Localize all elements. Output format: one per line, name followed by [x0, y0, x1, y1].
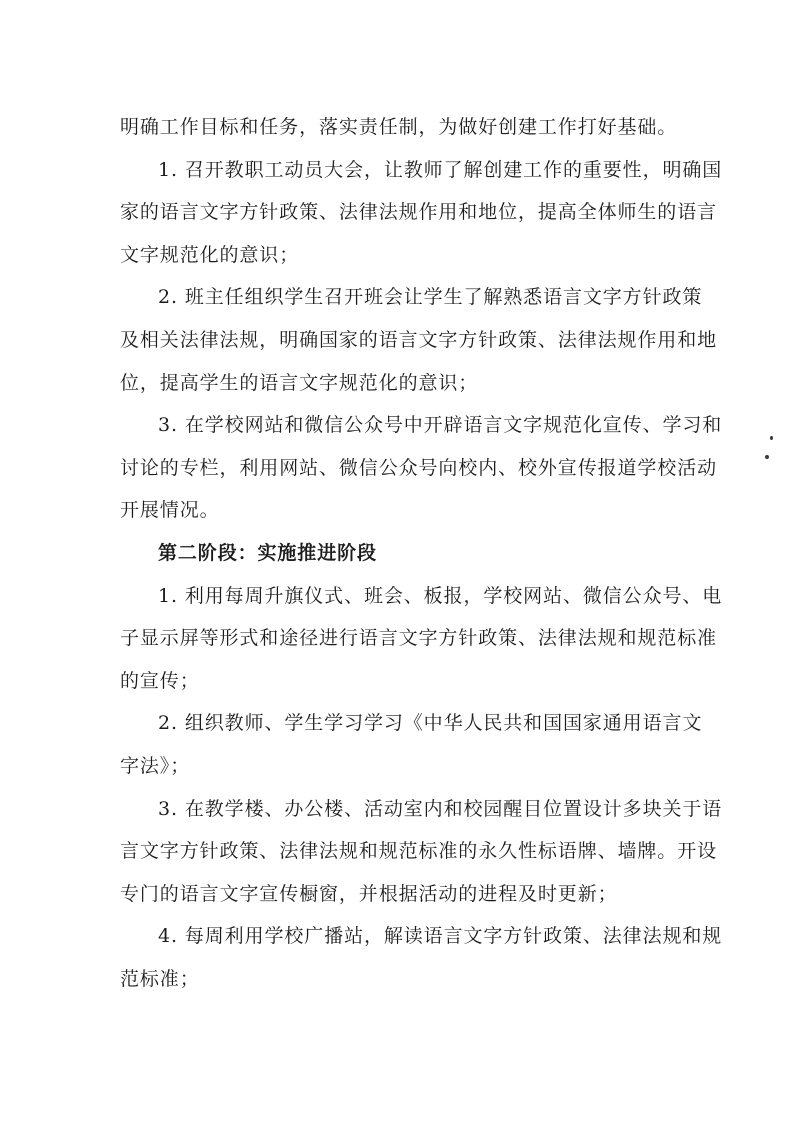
text-line: 4. 每周利用学校广播站，解读语言文字方针政策、法律法规和规 [158, 925, 723, 948]
document-body [120, 106, 723, 1000]
section-heading: 第二阶段：实施推进阶段 [158, 541, 377, 564]
text-line: 子显示屏等形式和途径进行语言文字方针政策、法律法规和规范标准 [120, 627, 718, 650]
text-line: 2. 组织教师、学生学习学习《中华人民共和国国家通用语言文 [158, 712, 703, 735]
text-line: 专门的语言文字宣传橱窗，并根据活动的进程及时更新； [120, 882, 618, 905]
scan-speck [765, 455, 769, 459]
text-line: 的宣传； [120, 669, 200, 692]
text-line: 3. 在学校网站和微信公众号中开辟语言文字规范化宣传、学习和 [158, 414, 723, 437]
text-line: 明确工作目标和任务，落实责任制，为做好创建工作打好基础。 [120, 116, 678, 138]
text-line: 范标准； [120, 967, 200, 990]
text-line: 开展情况。 [120, 499, 220, 522]
text-line: 文字规范化的意识； [120, 243, 300, 266]
text-line: 位，提高学生的语言文字规范化的意识； [120, 371, 479, 394]
text-line: 及相关法律法规，明确国家的语言文字方针政策、法律法规作用和地 [120, 328, 718, 351]
text-line: 家的语言文字方针政策、法律法规作用和地位，提高全体师生的语言 [120, 201, 718, 224]
text-line: 1. 利用每周升旗仪式、班会、板报，学校网站、微信公众号、电 [158, 584, 723, 607]
scan-speck [770, 436, 773, 440]
text-line: 1. 召开教职工动员大会，让教师了解创建工作的重要性，明确国 [158, 158, 723, 181]
text-line: 讨论的专栏，利用网站、微信公众号向校内、校外宣传报道学校活动 [120, 456, 718, 479]
text-line: 2. 班主任组织学生召开班会让学生了解熟悉语言文字方针政策 [158, 286, 703, 309]
text-line: 3. 在教学楼、办公楼、活动室内和校园醒目位置设计多块关于语 [158, 797, 723, 820]
text-line: 字法》； [120, 754, 191, 777]
text-line: 言文字方针政策、法律法规和规范标准的永久性标语牌、墙牌。开设 [120, 840, 718, 863]
